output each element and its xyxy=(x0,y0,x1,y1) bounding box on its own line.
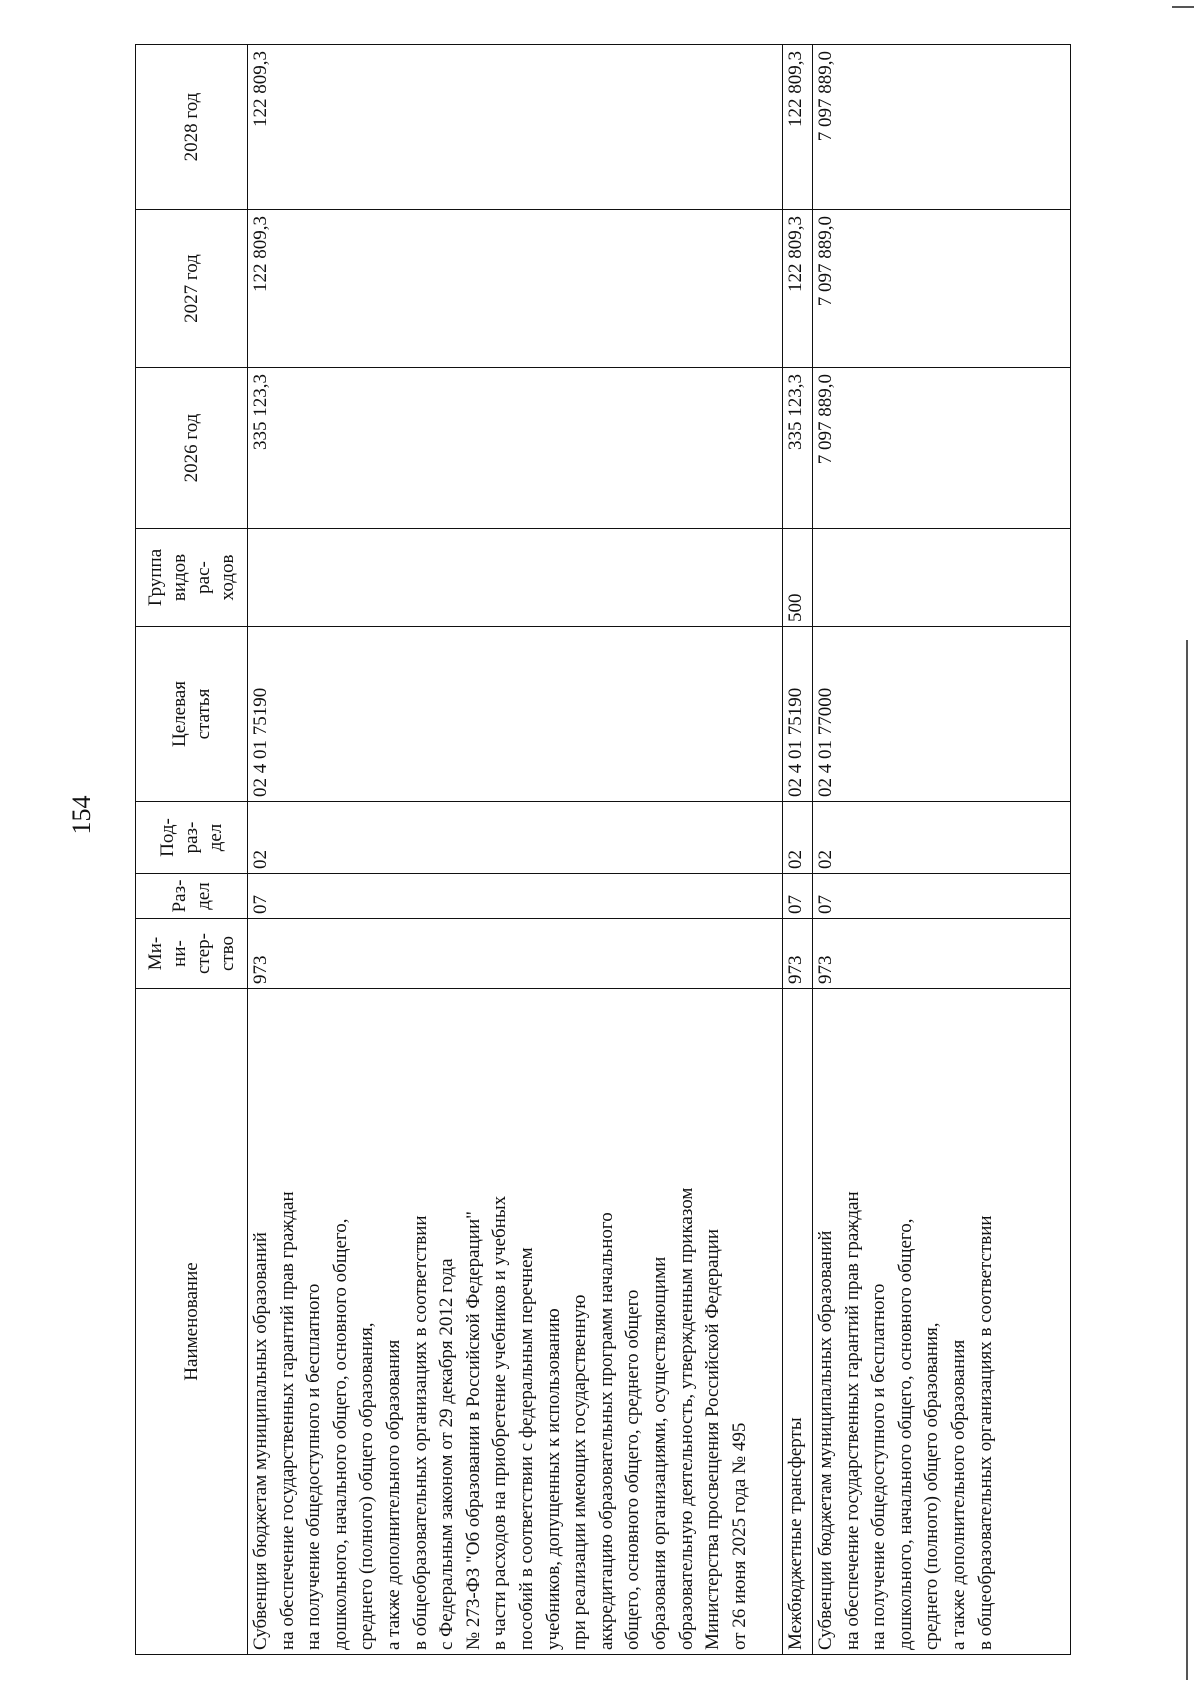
page-number: 154 xyxy=(67,795,96,835)
header-2027: 2027 год xyxy=(136,210,248,368)
row-group xyxy=(813,529,1071,627)
row-section: 07 xyxy=(813,874,1071,919)
name-line: Субвенция бюджетам муниципальных образований xyxy=(250,1232,271,1650)
row-2028: 7 097 889,0 xyxy=(813,45,1071,210)
name-line: № 273-ФЗ "Об образовании в Российской Федерации" xyxy=(462,1211,484,1650)
row-group: 500 xyxy=(783,529,813,627)
row-target: 02 4 01 75190 xyxy=(248,627,783,802)
name-line: пособий в соответствии с федеральным перечнем xyxy=(515,1247,537,1650)
name-line: среднего (полного) общего образования, xyxy=(921,1322,943,1650)
name-line: Межбюджетные трансферты xyxy=(785,1417,806,1650)
name-line: в общеобразовательных организациях в соответствии xyxy=(409,1215,431,1650)
name-line: общего, основного общего, среднего общего xyxy=(622,1289,644,1650)
scan-mark-right-edge xyxy=(1186,640,1188,1680)
scan-mark-top-right xyxy=(1172,6,1194,8)
name-line: на получение общедоступного и бесплатного xyxy=(868,1283,890,1650)
row-section: 07 xyxy=(248,874,783,919)
header-ministry: Ми- ни- стер- ство xyxy=(136,919,248,989)
row-target: 02 4 01 75190 xyxy=(783,627,813,802)
name-line: при реализации имеющих государственную xyxy=(569,1294,591,1650)
name-line: на получение общедоступного и бесплатного xyxy=(303,1283,325,1650)
row-subsection: 02 xyxy=(783,802,813,874)
row-group xyxy=(248,529,783,627)
header-name: Наименование xyxy=(136,989,248,1655)
row-2027: 7 097 889,0 xyxy=(813,210,1071,368)
name-line: Субвенции бюджетам муниципальных образований xyxy=(815,1230,836,1650)
header-section: Раз- дел xyxy=(136,874,248,919)
name-line: образовательную деятельность, утвержденным приказом xyxy=(675,1187,697,1650)
row-ministry: 973 xyxy=(783,919,813,989)
row-subsection: 02 xyxy=(813,802,1071,874)
row-name xyxy=(783,989,813,1655)
row-2027: 122 809,3 xyxy=(783,210,813,368)
name-line: на обеспечение государственных гарантий прав граждан xyxy=(276,1191,298,1650)
name-line: образования организациями, осуществляющими xyxy=(648,1256,670,1650)
name-line: от 26 июня 2025 года № 495 xyxy=(728,1422,750,1650)
header-2028: 2028 год xyxy=(136,45,248,210)
row-2026: 7 097 889,0 xyxy=(813,368,1071,529)
name-line: Министерства просвещения Российской Федерации xyxy=(702,1228,724,1650)
row-name xyxy=(248,989,783,1655)
name-line: дошкольного, начального общего, основного общего, xyxy=(329,1218,351,1650)
name-line: на обеспечение государственных гарантий прав граждан xyxy=(841,1191,863,1650)
row-name xyxy=(813,989,1071,1655)
table-row xyxy=(783,45,813,1655)
row-2028: 122 809,3 xyxy=(248,45,783,210)
name-line: а также дополнительного образования xyxy=(947,1339,969,1650)
table-row xyxy=(248,45,783,1655)
header-2026: 2026 год xyxy=(136,368,248,529)
row-section: 07 xyxy=(783,874,813,919)
name-line: учебников, допущенных к использованию xyxy=(542,1308,564,1650)
header-subsection: Под- раз- дел xyxy=(136,802,248,874)
table-row xyxy=(813,45,1071,1655)
row-ministry: 973 xyxy=(248,919,783,989)
name-line: в части расходов на приобретение учебников и учебных xyxy=(489,1195,511,1650)
name-line: аккредитацию образовательных программ начального xyxy=(595,1212,617,1650)
name-line: среднего (полного) общего образования, xyxy=(356,1322,378,1650)
name-line: с Федеральным законом от 29 декабря 2012 года xyxy=(436,1258,458,1650)
row-subsection: 02 xyxy=(248,802,783,874)
header-row xyxy=(136,45,248,1655)
header-target: Целевая статья xyxy=(136,627,248,802)
budget-table xyxy=(135,44,1071,1655)
name-line: в общеобразовательных организациях в соответствии xyxy=(974,1215,996,1650)
row-2028: 122 809,3 xyxy=(783,45,813,210)
row-2026: 335 123,3 xyxy=(248,368,783,529)
row-ministry: 973 xyxy=(813,919,1071,989)
row-2027: 122 809,3 xyxy=(248,210,783,368)
name-line: а также дополнительного образования xyxy=(382,1339,404,1650)
row-2026: 335 123,3 xyxy=(783,368,813,529)
row-target: 02 4 01 77000 xyxy=(813,627,1071,802)
rotated-table-wrapper xyxy=(135,45,1070,1655)
name-line: дошкольного, начального общего, основного общего, xyxy=(894,1218,916,1650)
header-group: Группа видов рас- ходов xyxy=(136,529,248,627)
